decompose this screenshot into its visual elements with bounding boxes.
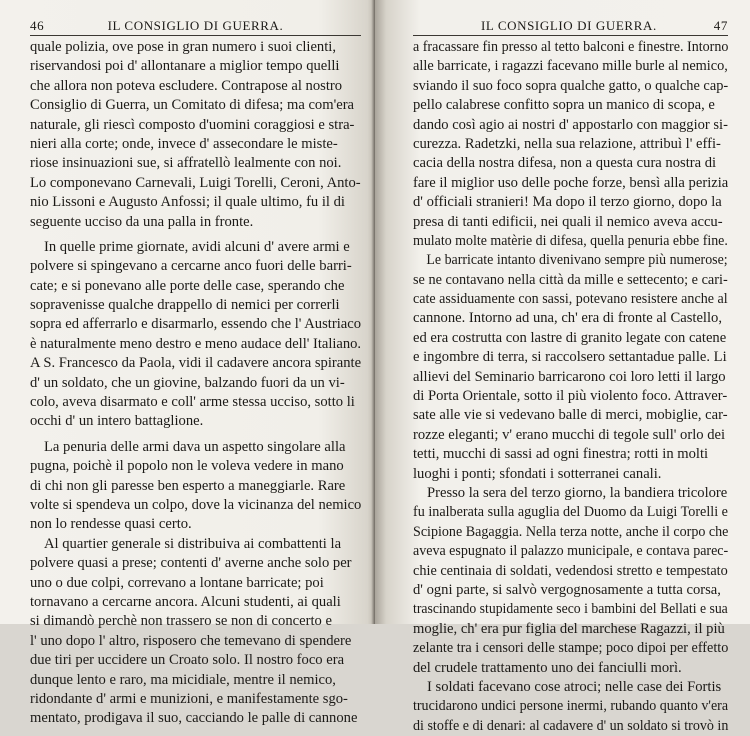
text-line: aveva espugnato il palazzo municipale, e contava parec- — [413, 543, 729, 560]
text-line: trascinando stupidamente seco i bambini del Bellati e sua — [413, 601, 728, 618]
text-line: occhi d' un intero battaglione. — [30, 413, 204, 430]
text-line: Consiglio di Guerra, un Comitato di difesa; ma com'era — [30, 97, 355, 114]
paragraph-start-line: Presso la sera del terzo giorno, la bandiera tricolore — [427, 484, 728, 501]
page-number: 46 — [30, 18, 45, 33]
text-line: sopravenisse qualche drappello di nemici per correrli — [30, 297, 340, 314]
text-line: nieri alla corte; onde, invece d' assecondare le miste- — [30, 135, 338, 152]
text-line: mulato molte matèrie di difesa, quella penuria ebbe fine. — [413, 232, 728, 249]
text-line: sate alle vie si vedevano balle di merci, mobiglie, car- — [413, 407, 728, 424]
running-head: IL CONSIGLIO DI GUERRA. — [481, 18, 657, 33]
text-line: d' ogni parte, si salvò vergognosamente a tutta corsa, — [413, 581, 721, 598]
text-line: zelante tra i censori delle stampe; poco dipoi per effetto — [413, 640, 729, 657]
text-line: chie centinaia di soldati, vedendosi stretto e tempestato — [413, 562, 728, 579]
text-line: che allora non poteva escludere. Contrapose al nostro — [30, 77, 343, 94]
right-page-header — [413, 18, 728, 35]
text-line: l' uno dopo l' altro, risposero che temevano di spendere — [30, 632, 352, 649]
right-page — [375, 0, 750, 734]
text-line: cannone. Intorno ad una, ch' era di fronte al Castello, — [413, 310, 722, 327]
text-line: d' officiali stranieri! Ma dopo il terzo giorno, dopo la — [413, 194, 722, 211]
text-line: moglie, ch' era pur figlia del marchese Ragazzi, il più — [413, 620, 725, 637]
text-line: non lo rendesse quasi certo. — [30, 516, 192, 533]
text-line: a fracassare fin presso al tetto balconi e finestre. Intorno — [413, 39, 729, 55]
text-line: seguente ucciso da una palla in fronte. — [30, 213, 254, 230]
text-line: ed era costrutta con lastre di granito legate con catene — [413, 329, 727, 346]
text-line: cate; e si ponevano alle porte delle case, sperando che — [30, 277, 345, 294]
paragraph-start-line: Al quartier generale si distribuiva ai combattenti la — [44, 535, 342, 552]
text-line: nio Lissoni e Augusto Anfossi; il quale ultimo, fu il di — [30, 194, 345, 211]
text-line: ridondante d' armi e munizioni, e manifestamente sgo- — [30, 690, 348, 707]
text-line: polvere quasi a prese; contenti d' averne anche solo per — [30, 555, 352, 572]
text-line: sopra ed afferrarlo e disarmarlo, essendo che l' Austriaco — [30, 316, 361, 333]
text-line: pugna, poichè il popolo non le voleva vedere in mano — [30, 458, 344, 475]
text-line: A S. Francesco da Paola, vidi il cadavere ancora spirante — [30, 355, 362, 372]
running-head: IL CONSIGLIO DI GUERRA. — [107, 18, 284, 33]
text-line: uno o due colpi, correvano a lontane barricate; poi — [30, 574, 324, 591]
paragraph-start-line: Le barricate intanto divenivano sempre più numerose; — [426, 252, 728, 269]
text-line: dando così agio ai nostri d' appostarlo con maggior si- — [413, 116, 728, 133]
text-line: allievi del Seminario barricarono coi loro letti il largo — [413, 368, 726, 385]
text-line: di chi non gli paresse ben esperto a maneggiarle. Rare — [30, 477, 346, 494]
text-line: cacia della nostra difesa, non a questa cura nostra di — [413, 155, 717, 172]
paragraph-start-line: La penuria delle armi dava un aspetto singolare alla — [44, 438, 346, 455]
text-line: rozze eleganti; v' erano mucchi di tegole sull' orlo dei — [413, 426, 726, 443]
text-line: riose insinuazioni sue, si affratellò lealmente con noi. — [30, 155, 342, 172]
text-line: fu inalberata sulla aguglia del Duomo da Luigi Torelli e — [413, 504, 728, 521]
text-line: volte si spendeva un colpo, dove la vicinanza del nemico — [30, 496, 362, 513]
text-line: tornavano a cercarne ancora. Alcuni studenti, ai quali — [30, 593, 341, 610]
text-line: presa di tanti edificii, nei quali il nemico aveva accu- — [413, 213, 723, 230]
text-line: mentato, prodigava il suo, cacciando le palle di cannone — [30, 710, 358, 727]
text-line: colo, aveva disarmato e coll' arme stessa ucciso, sotto li — [30, 394, 355, 411]
text-line: cate assiduamente con sassi, potevano resistere anche al — [413, 291, 728, 308]
left-page-text — [30, 38, 361, 729]
text-line: polvere si spingevano a cercarne anco fuori delle barri- — [30, 258, 352, 275]
left-page — [0, 0, 375, 727]
text-line: luoghi i ponti; sfondati i sotterranei canali. — [413, 465, 662, 482]
text-line: Scipione Bagaggia. Nella terza notte, anche il corpo che — [413, 523, 729, 540]
text-line: di Porta Orientale, sotto il più violento foco. Attraver- — [413, 388, 728, 405]
text-line: e ingombre di terra, si raccolsero settantadue palle. Li — [413, 349, 727, 366]
text-line: sviando il suo foco sopra qualche gatto, o qualche cap- — [413, 77, 729, 94]
text-line: pello calabrese confitto sopra un manico di scopa, e — [413, 97, 715, 114]
text-line: fare il miglior uso delle poche forze, bensì alla perizia — [413, 174, 729, 191]
text-line: è naturalmente meno destro e meno audace dell' Italiano. — [30, 335, 362, 352]
text-line: d' un soldato, che un giovine, balzando fuori da un vi- — [30, 374, 345, 391]
text-line: di stoffe e di denari: al cadavere d' un soldato si trovò in — [413, 717, 729, 734]
text-line: trucidarono undici persone inermi, rubando quanto v'era — [413, 698, 729, 715]
paragraph-start-line: In quelle prime giornate, avidi alcuni d' avere armi e — [44, 238, 350, 255]
header-rule — [413, 35, 728, 36]
page-number: 47 — [713, 18, 728, 33]
header-rule — [30, 35, 361, 36]
right-page-text — [413, 38, 728, 736]
left-page-header — [30, 18, 361, 35]
text-line: riservandosi poi d' allontanare a miglior tempo quelli — [30, 58, 340, 75]
paragraph-start-line: I soldati facevano cose atroci; nelle case dei Fortis — [427, 678, 722, 695]
text-line: dunque lento e raro, ma micidiale, mentre il nemico, — [30, 671, 336, 688]
text-line: alle barricate, i ragazzi facevano mille burle al nemico, — [413, 58, 728, 75]
text-line: naturale, gli riescì composto d'uomini coraggiosi e stra- — [30, 116, 355, 133]
text-line: Lo componevano Carnevali, Luigi Torelli, Ceroni, Anto- — [30, 174, 361, 191]
text-line: quale polizia, ove pose in gran numero i suoi clienti, — [30, 39, 336, 55]
text-line: se ne contavano nella città da mille e settecento; e cari- — [413, 271, 728, 288]
text-line: tetti, mucchi di sassi ad ogni finestra; rotti in molti — [413, 446, 709, 463]
text-line: due tiri per uccidere un Croato solo. Il nostro foco era — [30, 652, 345, 669]
text-line: del crudele trattamento uno dei fanciulli morì. — [413, 659, 682, 676]
text-line: curezza. Radetzki, nella sua relazione, attribuì l' effi- — [413, 135, 721, 152]
text-line: si dimandò perchè non trassero se non di concerto e — [30, 613, 332, 630]
